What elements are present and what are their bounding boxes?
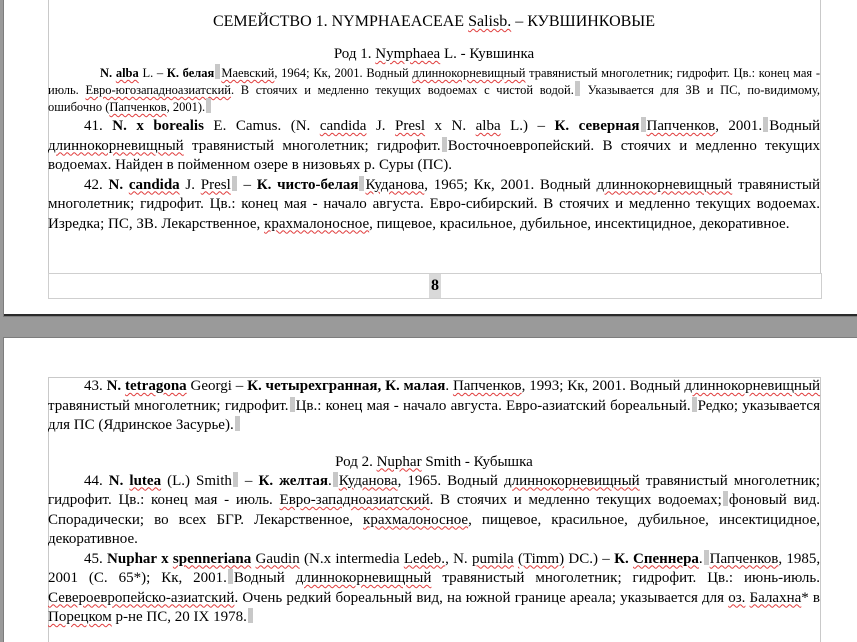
formatting-mark [692, 397, 697, 412]
formatting-mark [215, 64, 220, 79]
species-entry-41: 41. N. x borealis E. Camus. (N. candida J. Presl x N. alba L.) – К. северная Папченков, 2001. Водный длиннокорневищный травянистый многолетник; гидрофит. Восточноевропейский. В стоячих и медленно текущих водоемах. Найден в пойменном озере в низовьях р. Суры (ПС). [48, 118, 821, 173]
genus-heading-nuphar: Род 2. Nuphar Smith - Кубышка [335, 453, 533, 470]
formatting-mark [232, 176, 237, 191]
species-entry-alba: N. alba L. – К. белая Маевский, 1964; Кк, 2001. Водный длиннокорневищный травянистый многолетник; гидрофит. Цв.: конец мая - июль. Евро-югозападноазиатский. В стоячих и медленно текущих водоемах с чистой водой. Указывается для ЗВ и ПС, по-видимому, ошибочно (Папченков, 2001). [48, 66, 821, 114]
formatting-mark [575, 81, 580, 96]
page-footer [48, 273, 822, 299]
page2-text[interactable] [48, 377, 820, 628]
species-entry-42: 42. N. candida J. Presl – К. чисто-белая Куданова, 1965; Кк, 2001. Водный длиннокорневищный травянистый многолетник; гидрофит. Цв.: конец мая - начало августа. Евро-сибирский. В стоячих и медленно текущих водоемах. Изредка; ПС, ЗВ. Лекарственное, крахмалоносное, пищевое, красильное, дубильное, инсектицидное, декоративное. [48, 176, 820, 232]
formatting-mark [763, 117, 768, 132]
document-page-2 [4, 338, 857, 642]
formatting-mark [233, 472, 238, 487]
formatting-mark [442, 137, 447, 152]
page1-text[interactable] [48, 0, 820, 234]
margin-line-right [820, 377, 821, 642]
formatting-mark [333, 472, 338, 487]
formatting-mark [228, 569, 233, 584]
species-entry-43: 43. N. tetragona Georgi – К. четырехгранная, К. малая. Папченков, 1993; Кк, 2001. Водный длиннокорневищный травянистый многолетник; гидрофит. Цв.: конец мая - начало августа. Евро-азиатский бореальный. Редко; указывается для ПС (Ядринское Засурье). [48, 378, 821, 433]
species-entry-45: 45. Nuphar x spenneriana Gaudin (N.x intermedia Ledeb., N. pumila (Timm) DC.) – К. Спеннера. Папченков, 1985, 2001 (С. 65*); Кк, 2001. Водный длиннокорневищный травянистый многолетник; гидрофит. Цв.: июнь-июль. Североевропейско-азиатский. Очень редкий бореальный вид, на южной границе ареала; указывается для оз. Балахна* в Порецком р-не ПС, 20 IX 1978. [48, 550, 821, 625]
formatting-mark [641, 117, 646, 132]
formatting-mark [290, 397, 295, 412]
formatting-mark [206, 98, 211, 113]
document-page-1 [4, 0, 857, 316]
page-bottom-shadow [4, 314, 857, 316]
page-number: 8 [429, 274, 441, 298]
formatting-mark [723, 491, 728, 506]
genus-heading-nymphaea: Род 1. Nymphaea L. - Кувшинка [333, 46, 535, 62]
species-entry-44: 44. N. lutea (L.) Smith – К. желтая. Куданова, 1965. Водный длиннокорневищный травянистый многолетник; гидрофит. Цв.: конец мая - июль. Евро-западноазиатский. В стоячих и медленно текущих водоемах; фоновый вид. Спорадически; во всех БГР. Лекарственное, крахмалоносное, пищевое, красильное, дубильное, инсектицидное, декоративное. [48, 472, 821, 547]
margin-line-right [820, 0, 821, 273]
family-heading: СЕМЕЙСТВО 1. NYMPHAEACEAE Salisb. – КУВШИНКОВЫЕ [212, 13, 656, 30]
formatting-mark [359, 176, 364, 191]
formatting-mark [235, 416, 240, 431]
formatting-mark [248, 608, 253, 623]
formatting-mark [704, 550, 709, 565]
